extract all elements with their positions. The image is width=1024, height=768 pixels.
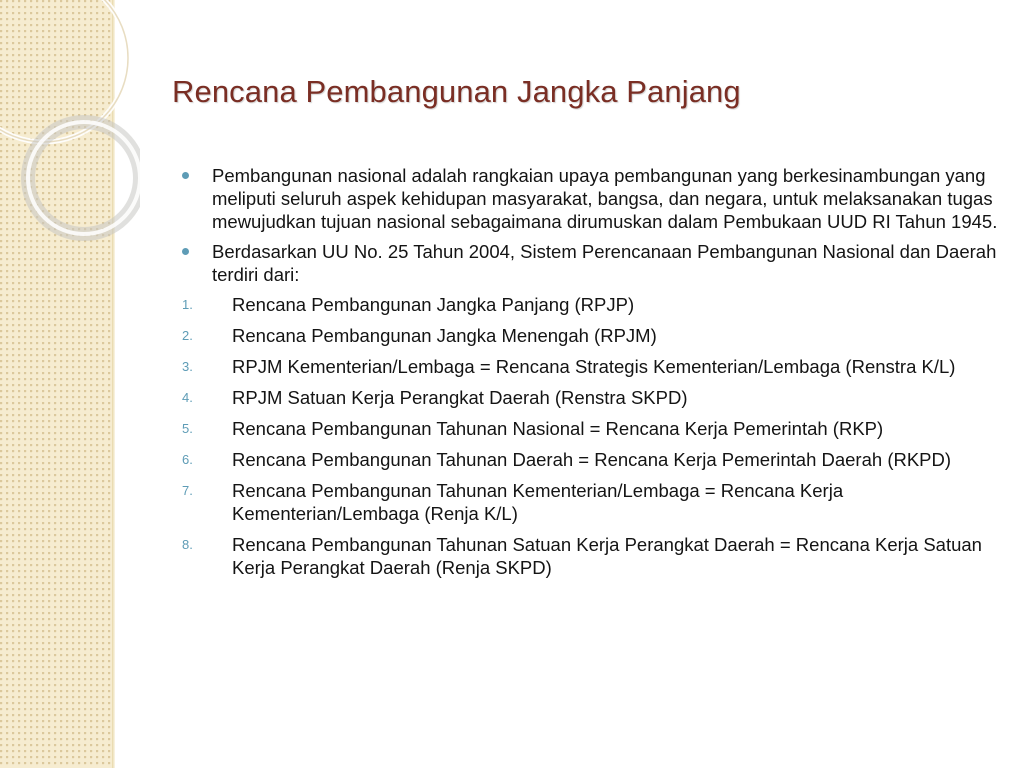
item-text: Rencana Pembangunan Tahunan Kementerian/Lembaga = Rencana Kerja Kementerian/Lembaga (Renja K/L): [232, 480, 844, 524]
bullet-item: [178, 164, 998, 233]
bullet-dot-icon: [182, 248, 189, 255]
bullet-text: Berdasarkan UU No. 25 Tahun 2004, Sistem Perencanaan Pembangunan Nasional dan Daerah terdiri dari:: [212, 241, 997, 285]
item-number: 1.: [182, 297, 193, 312]
bullet-dot-icon: [182, 172, 189, 179]
item-number: 6.: [182, 452, 193, 467]
numbered-item: [178, 355, 998, 378]
item-number: 3.: [182, 359, 193, 374]
bullet-item: [178, 240, 998, 286]
decorative-ring-small-inner: [28, 122, 140, 234]
item-text: Rencana Pembangunan Jangka Menengah (RPJM): [232, 325, 657, 346]
item-number: 8.: [182, 537, 193, 552]
numbered-item: [178, 386, 998, 409]
item-number: 4.: [182, 390, 193, 405]
slide-title: Rencana Pembangunan Jangka Panjang: [172, 74, 741, 109]
item-number: 7.: [182, 483, 193, 498]
item-number: 5.: [182, 421, 193, 436]
item-text: Rencana Pembangunan Jangka Panjang (RPJP): [232, 294, 635, 315]
numbered-item: [178, 324, 998, 347]
slide-content: [178, 164, 998, 587]
item-text: Rencana Pembangunan Tahunan Daerah = Rencana Kerja Pemerintah Daerah (RKPD): [232, 449, 952, 470]
numbered-item: [178, 533, 998, 579]
item-text: Rencana Pembangunan Tahunan Nasional = Rencana Kerja Pemerintah (RKP): [232, 418, 884, 439]
numbered-item: [178, 479, 998, 525]
item-text: RPJM Kementerian/Lembaga = Rencana Strategis Kementerian/Lembaga (Renstra K/L): [232, 356, 956, 377]
numbered-item: [178, 293, 998, 316]
item-text: RPJM Satuan Kerja Perangkat Daerah (Renstra SKPD): [232, 387, 688, 408]
numbered-item: [178, 417, 998, 440]
bullet-text: Pembangunan nasional adalah rangkaian upaya pembangunan yang berkesinambungan yang meliputi seluruh aspek kehidupan masyarakat, bangsa, dan negara, untuk melaksanakan tugas mewujudkan tujuan nasional sebagaimana dirumuskan dalam Pembukaan UUD RI Tahun 1945.: [212, 165, 998, 232]
numbered-item: [178, 448, 998, 471]
item-number: 2.: [182, 328, 193, 343]
decorative-rings-graphic: [0, 0, 140, 320]
item-text: Rencana Pembangunan Tahunan Satuan Kerja Perangkat Daerah = Rencana Kerja Satuan Kerja Perangkat Daerah (Renja SKPD): [232, 534, 982, 578]
